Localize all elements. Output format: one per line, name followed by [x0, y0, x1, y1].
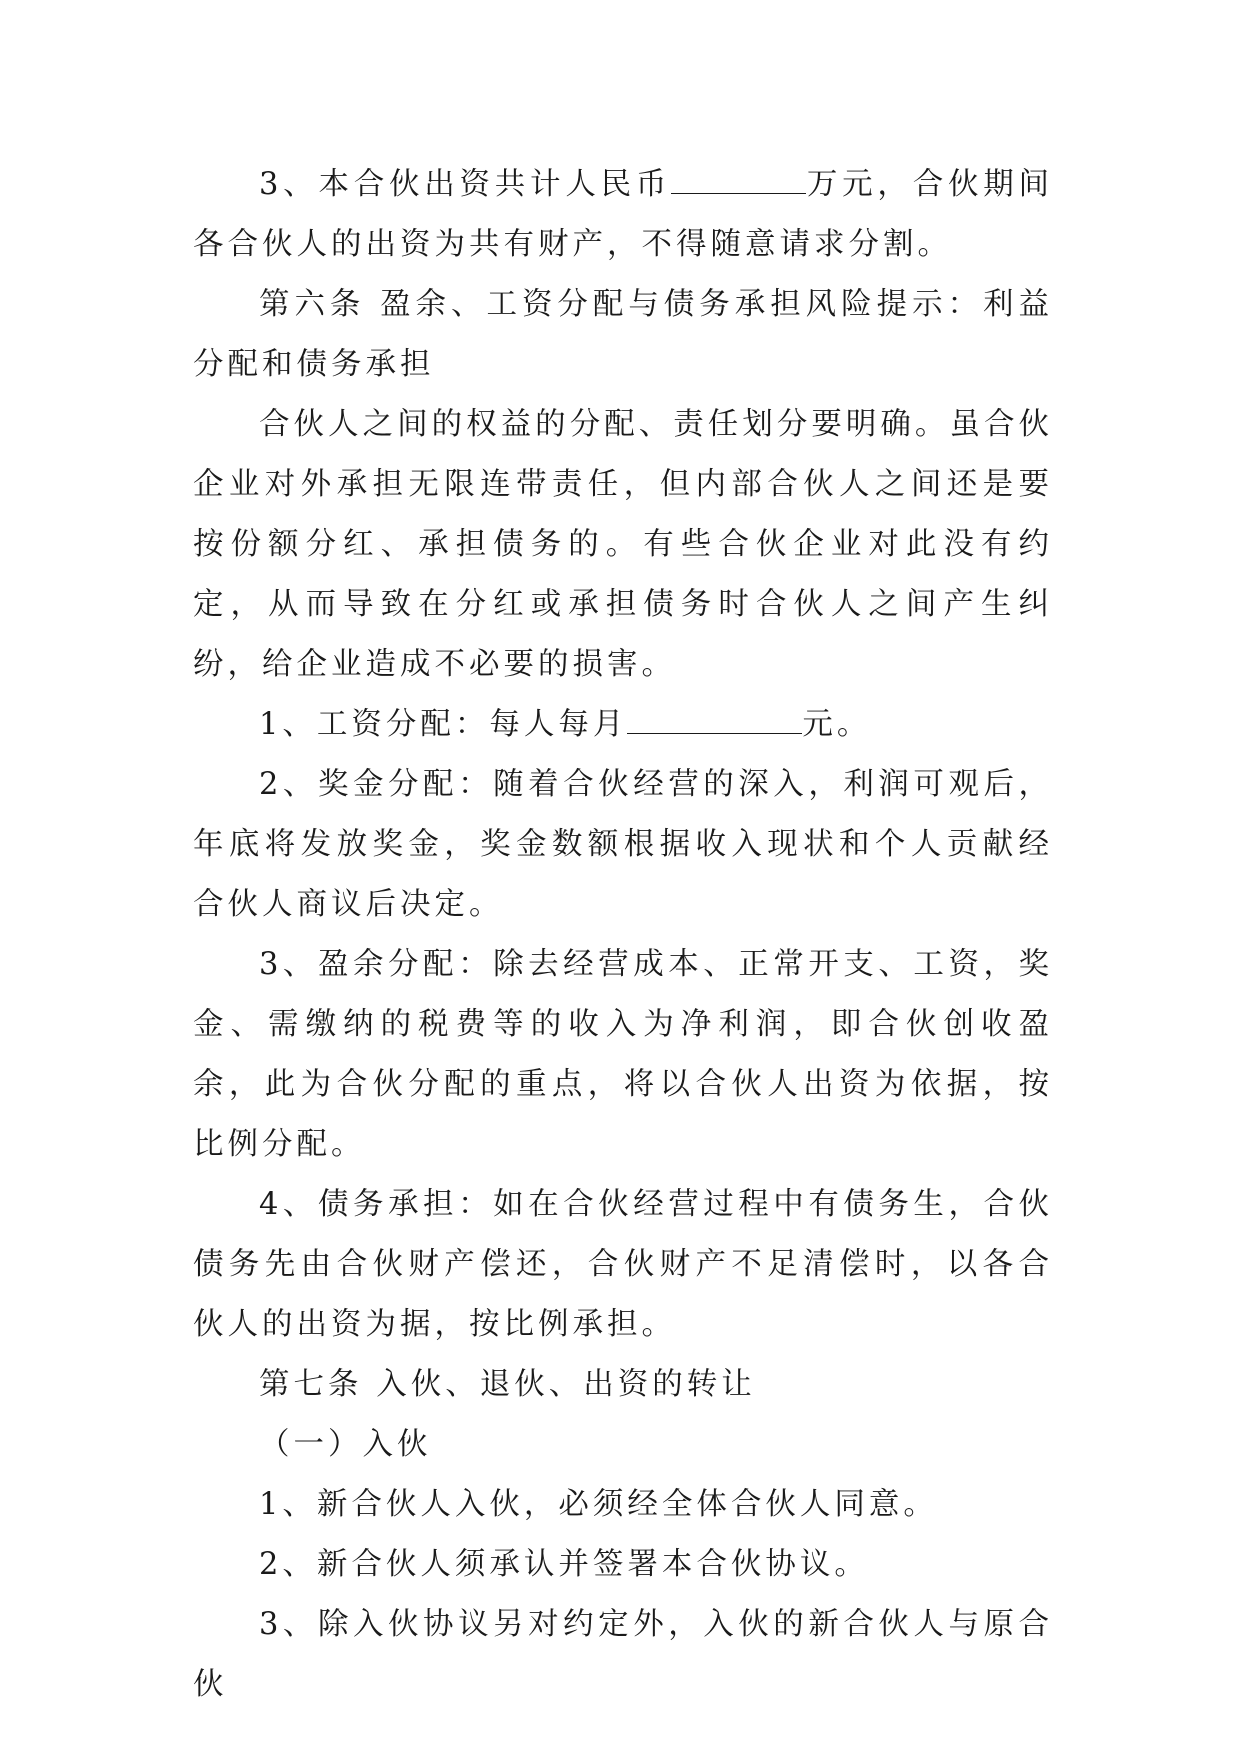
document-body	[193, 155, 1053, 1715]
paragraph-bonus: 2、奖金分配：随着合伙经营的深入，利润可观后，年底将发放奖金，奖金数额根据收入现状和个人贡献经合伙人商议后决定。	[193, 767, 1053, 922]
salary-amount-blank	[627, 709, 802, 734]
capital-amount-blank	[671, 169, 806, 194]
article-six-heading: 第六条 盈余、工资分配与债务承担风险提示：利益分配和债务承担	[193, 287, 1053, 382]
paragraph-debt: 4、债务承担：如在合伙经营过程中有债务生，合伙债务先由合伙财产偿还，合伙财产不足清偿时，以各合伙人的出资为据，按比例承担。	[193, 1187, 1053, 1342]
paragraph-rights-distribution: 合伙人之间的权益的分配、责任划分要明确。虽合伙企业对外承担无限连带责任，但内部合伙人之间还是要按份额分红、承担债务的。有些合伙企业对此没有约定，从而导致在分红或承担债务时合伙人之间产生纠纷，给企业造成不必要的损害。	[193, 407, 1053, 682]
paragraph-admission-rights: 3、除入伙协议另对约定外，入伙的新合伙人与原合伙	[193, 1607, 1053, 1702]
paragraph-admission-sign: 2、新合伙人须承认并签署本合伙协议。	[259, 1547, 869, 1582]
article-seven-heading: 第七条 入伙、退伙、出资的转让	[259, 1367, 756, 1402]
section-admission-heading: （一）入伙	[259, 1427, 432, 1462]
capital-text-before: 3、本合伙出资共计人民币	[259, 167, 672, 202]
salary-text-before: 1、工资分配：每人每月	[259, 707, 628, 742]
paragraph-salary	[193, 695, 1053, 755]
paragraph-capital-contribution	[193, 155, 1053, 275]
capital-text-after: 万元，合伙期间各合伙人的出资为共有财产，不得随意请求分割。	[193, 167, 1054, 262]
paragraph-admission-consent: 1、新合伙人入伙，必须经全体合伙人同意。	[259, 1487, 938, 1522]
paragraph-surplus: 3、盈余分配：除去经营成本、正常开支、工资，奖金、需缴纳的税费等的收入为净利润，即合伙创收盈余，此为合伙分配的重点，将以合伙人出资为依据，按比例分配。	[193, 947, 1053, 1162]
salary-text-after: 元。	[802, 707, 872, 742]
